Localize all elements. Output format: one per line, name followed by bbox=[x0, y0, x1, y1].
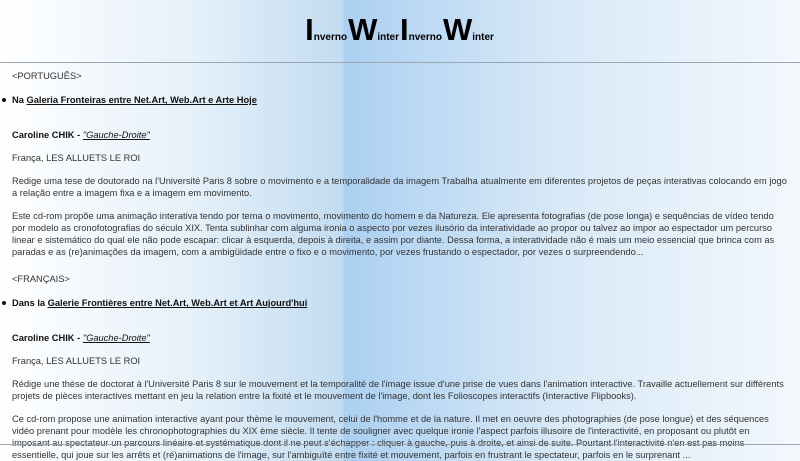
language-heading-portuguese: <PORTUGUÊS> bbox=[12, 71, 82, 81]
section-portuguese bbox=[12, 70, 788, 258]
gallery-intro bbox=[0, 297, 776, 309]
work-description: Ce cd-rom propose une animation interactive ayant pour thème le mouvement, celui de l'homme et de la nature. Il met en oeuvre des photographies (de pose longue) et des séquences vidéo prenant pour modèle les chronophotographies du XIX ème siècle. Il tente de souligner avec quelque ironie l'aspect parfois illusoire de l'interactivité, en proposant ou plutôt en imposant au spectateur un parcours linéaire et systématique dont il ne peut s'échapper : cliquer à gauche, puis à droite, et ainsi de suite. Pourtant l'interactivité n'en est pas moins essentielle, qui joue sur les arrêts et (ré)animations de l'image, sur l'ambiguïté entre fixité et mouvement, parfois en frustrant le spectateur, parfois en le surprenant ... bbox=[12, 414, 769, 460]
gallery-link[interactable]: Galerie Frontières entre Net.Art, Web.Art et Art Aujourd'hui bbox=[47, 298, 308, 308]
logo-part: Inverno bbox=[400, 12, 442, 47]
author-location: França, LES ALLUETS LE ROI bbox=[12, 356, 141, 366]
author-name: Caroline CHIK - bbox=[12, 130, 83, 140]
author-name: Caroline CHIK - bbox=[12, 333, 83, 343]
language-heading-french: <FRANÇAIS> bbox=[12, 274, 70, 284]
author-bio: Redige uma tese de doutorado na l'Université Paris 8 sobre o movimento e a temporalidade da imagem Trabalha atualmente em diferentes projetos de peças interativas colocando em jogo a relação entre a imagem fixa e a imagem em movimento. bbox=[12, 176, 787, 198]
gallery-intro bbox=[0, 94, 776, 106]
section-french bbox=[12, 273, 788, 461]
author-location: França, LES ALLUETS LE ROI bbox=[12, 153, 141, 163]
work-title-link[interactable]: "Gauche-Droite" bbox=[82, 130, 150, 140]
logo-part: Inverno bbox=[305, 12, 348, 47]
author-line bbox=[12, 332, 788, 344]
gallery-intro-prefix: Dans la bbox=[12, 298, 48, 308]
logo-part: Winter bbox=[442, 12, 494, 47]
gallery-intro-prefix: Na bbox=[12, 95, 27, 105]
author-bio: Rédige une thèse de doctorat à l'Université Paris 8 sur le mouvement et la temporalité de l'image issue d'une prise de vues dans l'animation interactive. Travaille actuellement sur différents projets de pièces interactives mettant en jeu la relation entre la fixité et le mouvement de l'image, dont les Folioscopes interactifs (Interactive Flipbooks). bbox=[12, 379, 784, 401]
gallery-link[interactable]: Galeria Fronteiras entre Net.Art, Web.Art e Arte Hoje bbox=[26, 95, 257, 105]
work-title-link[interactable]: "Gauche-Droite" bbox=[82, 333, 150, 343]
logo-part: Winter bbox=[348, 12, 399, 47]
page-header bbox=[0, 0, 800, 63]
work-description: Este cd-rom propõe uma animação interativa tendo por tema o movimento, movimento do homem e da Natureza. Ele apresenta fotografias (de pose longa) e sequências de vídeo tendo por modelo as cronofotografias do século XIX. Tenta sublinhar com alguma ironia o aspecto por vezes ilusório da interatividade ao propor ou talvez ao impor ao espectador um percurso linear e sistemático do qual ele não pode escapar: clicar à esquerda, depois à direita, e assim por diante. Dessa forma, a interatividade não é mais um meio essencial que brinca com as paradas e as (re)animações da imagem, com a ambigüidade entre o fixo e o movimento, por vezes frustando o espectador, por vezes o surpreendendo... bbox=[12, 211, 775, 257]
site-logo[interactable] bbox=[0, 12, 800, 48]
bottom-divider bbox=[0, 444, 800, 445]
author-line bbox=[12, 129, 788, 141]
main-content bbox=[12, 62, 788, 461]
